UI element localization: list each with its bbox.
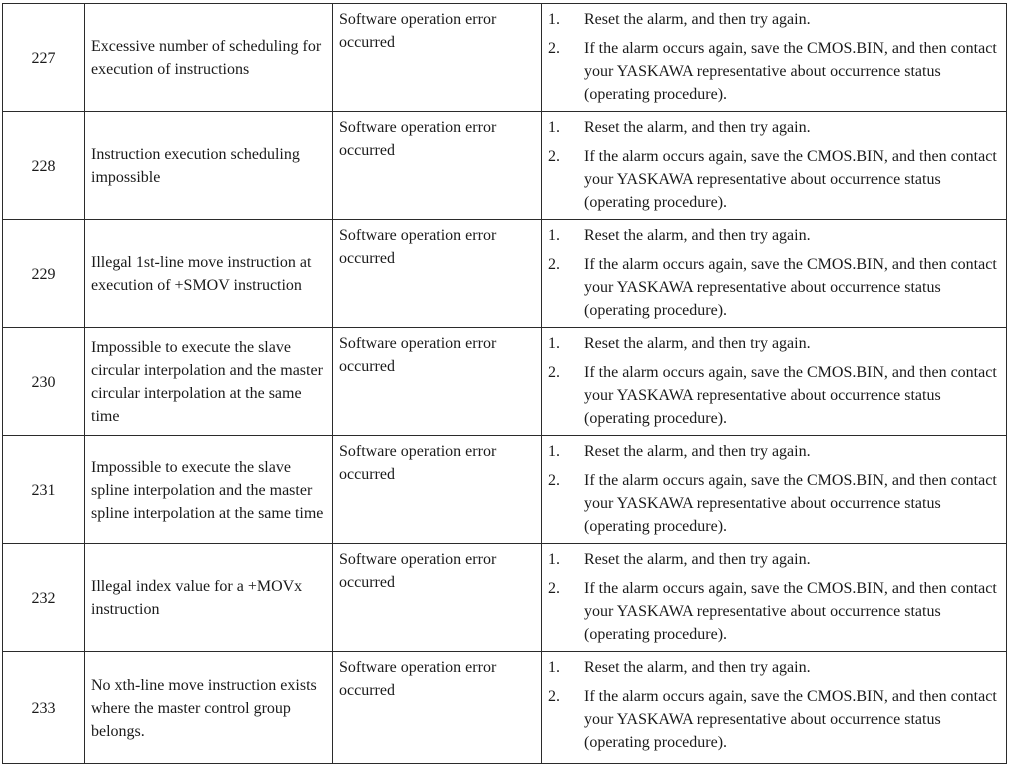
remedy-list bbox=[548, 224, 1000, 322]
remedy-step-number: 2. bbox=[548, 256, 560, 273]
alarm-remedy bbox=[542, 544, 1007, 652]
remedy-step-number: 1. bbox=[548, 551, 560, 568]
remedy-step-number: 1. bbox=[548, 659, 560, 676]
remedy-step-text: Reset the alarm, and then try again. bbox=[584, 659, 811, 676]
alarm-description: No xth-line move instruction exists where the master control group belongs. bbox=[85, 652, 333, 764]
alarm-table bbox=[2, 3, 1007, 764]
remedy-step bbox=[548, 116, 1000, 139]
remedy-list bbox=[548, 332, 1000, 430]
remedy-step-text: Reset the alarm, and then try again. bbox=[584, 227, 811, 244]
remedy-step-text: If the alarm occurs again, save the CMOS.BIN, and then contact your YASKAWA representative about occurrence status (operating procedure). bbox=[584, 688, 997, 751]
remedy-step bbox=[548, 332, 1000, 355]
alarm-cause: Software operation error occurred bbox=[333, 652, 542, 764]
alarm-cause: Software operation error occurred bbox=[333, 220, 542, 328]
alarm-remedy bbox=[542, 220, 1007, 328]
remedy-step bbox=[548, 145, 1000, 214]
remedy-step bbox=[548, 253, 1000, 322]
remedy-step-number: 2. bbox=[548, 472, 560, 489]
alarm-cause: Software operation error occurred bbox=[333, 328, 542, 436]
remedy-step bbox=[548, 224, 1000, 247]
alarm-description: Impossible to execute the slave spline interpolation and the master spline interpolation at the same time bbox=[85, 436, 333, 544]
alarm-remedy bbox=[542, 328, 1007, 436]
alarm-description: Instruction execution scheduling impossible bbox=[85, 112, 333, 220]
remedy-step-number: 2. bbox=[548, 580, 560, 597]
remedy-list bbox=[548, 8, 1000, 106]
remedy-step bbox=[548, 469, 1000, 538]
remedy-step-text: Reset the alarm, and then try again. bbox=[584, 443, 811, 460]
remedy-step bbox=[548, 577, 1000, 646]
alarm-code: 233 bbox=[3, 652, 85, 764]
remedy-step-number: 1. bbox=[548, 119, 560, 136]
remedy-step-number: 1. bbox=[548, 227, 560, 244]
alarm-table-body bbox=[3, 4, 1007, 764]
remedy-list bbox=[548, 116, 1000, 214]
alarm-code: 232 bbox=[3, 544, 85, 652]
alarm-code: 230 bbox=[3, 328, 85, 436]
table-row bbox=[3, 328, 1007, 436]
remedy-step bbox=[548, 37, 1000, 106]
remedy-step-number: 2. bbox=[548, 688, 560, 705]
table-row bbox=[3, 4, 1007, 112]
table-row bbox=[3, 544, 1007, 652]
alarm-description: Impossible to execute the slave circular interpolation and the master circular interpolation at the same time bbox=[85, 328, 333, 436]
alarm-description: Excessive number of scheduling for execution of instructions bbox=[85, 4, 333, 112]
remedy-step-number: 2. bbox=[548, 148, 560, 165]
remedy-step-number: 2. bbox=[548, 40, 560, 57]
remedy-step-text: If the alarm occurs again, save the CMOS.BIN, and then contact your YASKAWA representative about occurrence status (operating procedure). bbox=[584, 256, 997, 319]
remedy-step bbox=[548, 656, 1000, 679]
alarm-remedy bbox=[542, 436, 1007, 544]
remedy-step-text: If the alarm occurs again, save the CMOS.BIN, and then contact your YASKAWA representative about occurrence status (operating procedure). bbox=[584, 148, 997, 211]
remedy-step-text: If the alarm occurs again, save the CMOS.BIN, and then contact your YASKAWA representative about occurrence status (operating procedure). bbox=[584, 580, 997, 643]
remedy-list bbox=[548, 548, 1000, 646]
alarm-remedy bbox=[542, 652, 1007, 764]
table-row bbox=[3, 436, 1007, 544]
alarm-code: 227 bbox=[3, 4, 85, 112]
remedy-step-text: Reset the alarm, and then try again. bbox=[584, 119, 811, 136]
remedy-step-text: If the alarm occurs again, save the CMOS.BIN, and then contact your YASKAWA representative about occurrence status (operating procedure). bbox=[584, 40, 997, 103]
remedy-step-number: 1. bbox=[548, 11, 560, 28]
alarm-code: 231 bbox=[3, 436, 85, 544]
alarm-cause: Software operation error occurred bbox=[333, 544, 542, 652]
alarm-cause: Software operation error occurred bbox=[333, 112, 542, 220]
alarm-remedy bbox=[542, 4, 1007, 112]
remedy-step bbox=[548, 8, 1000, 31]
remedy-step-text: Reset the alarm, and then try again. bbox=[584, 11, 811, 28]
alarm-description: Illegal 1st-line move instruction at execution of +SMOV instruction bbox=[85, 220, 333, 328]
table-row bbox=[3, 220, 1007, 328]
remedy-step bbox=[548, 548, 1000, 571]
remedy-step bbox=[548, 685, 1000, 754]
remedy-step bbox=[548, 440, 1000, 463]
remedy-list bbox=[548, 656, 1000, 754]
remedy-step-text: If the alarm occurs again, save the CMOS.BIN, and then contact your YASKAWA representative about occurrence status (operating procedure). bbox=[584, 364, 997, 427]
remedy-list bbox=[548, 440, 1000, 538]
remedy-step bbox=[548, 361, 1000, 430]
remedy-step-number: 2. bbox=[548, 364, 560, 381]
alarm-cause: Software operation error occurred bbox=[333, 4, 542, 112]
remedy-step-text: If the alarm occurs again, save the CMOS.BIN, and then contact your YASKAWA representative about occurrence status (operating procedure). bbox=[584, 472, 997, 535]
remedy-step-number: 1. bbox=[548, 443, 560, 460]
alarm-code: 228 bbox=[3, 112, 85, 220]
alarm-description: Illegal index value for a +MOVx instruction bbox=[85, 544, 333, 652]
remedy-step-text: Reset the alarm, and then try again. bbox=[584, 335, 811, 352]
alarm-remedy bbox=[542, 112, 1007, 220]
alarm-cause: Software operation error occurred bbox=[333, 436, 542, 544]
alarm-code: 229 bbox=[3, 220, 85, 328]
table-row bbox=[3, 112, 1007, 220]
table-row bbox=[3, 652, 1007, 764]
remedy-step-text: Reset the alarm, and then try again. bbox=[584, 551, 811, 568]
remedy-step-number: 1. bbox=[548, 335, 560, 352]
